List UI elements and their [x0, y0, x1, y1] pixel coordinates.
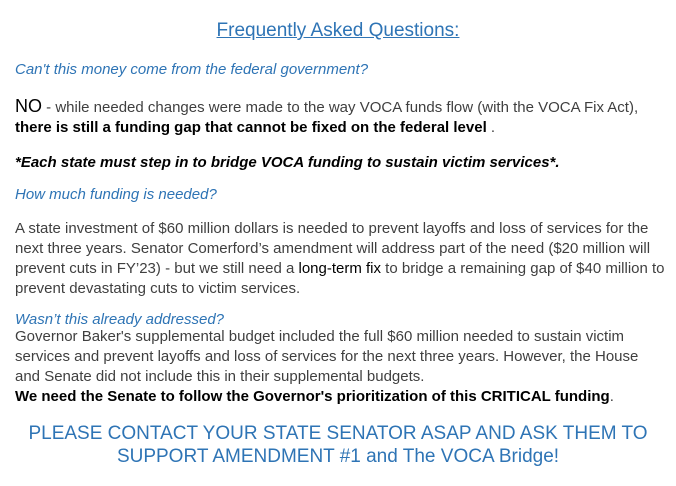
answer-no: NO — [15, 96, 42, 116]
call-to-action-end: ! — [553, 446, 560, 467]
state-emphasis-note: *Each state must step in to bridge VOCA funding to sustain victim services*. — [15, 154, 560, 171]
answer-funding — [15, 219, 665, 299]
answer-addressed-end: . — [609, 388, 614, 405]
page-title: Frequently Asked Questions: — [216, 20, 460, 41]
answer-federal-text: - while needed changes were made to the way VOCA funds flow (with the VOCA Fix Act), — [42, 99, 639, 116]
answer-federal-bold: there is still a funding gap that cannot be fixed on the federal level — [15, 119, 487, 136]
call-to-action-highlight: AMENDMENT #1 and The VOCA Bridge — [212, 446, 554, 467]
call-to-action-text: PLEASE CONTACT YOUR STATE SENATOR ASAP AND ASK THEM TO SUPPORT — [28, 423, 648, 467]
answer-addressed-text: Governor Baker's supplemental budget included the full $60 million needed to sustain victim services and prevent layoffs and loss of services for the next three years. However, the House and Senate did not include this in their supplemental budgets. — [15, 328, 639, 385]
answer-federal — [15, 96, 665, 138]
answer-addressed — [15, 327, 665, 407]
question-funding: How much funding is needed? — [15, 186, 217, 203]
call-to-action — [0, 422, 676, 468]
question-addressed: Wasn’t this already addressed? — [15, 311, 225, 328]
answer-funding-bold: long-term fix — [298, 260, 382, 277]
answer-addressed-bold: We need the Senate to follow the Governor's prioritization of this CRITICAL funding — [15, 388, 610, 405]
answer-funding-end: to bridge a remaining gap of $40 million to prevent devastating cuts to victim services. — [15, 260, 665, 297]
answer-federal-end: . — [486, 119, 496, 136]
answer-funding-text: A state investment of $60 million dollars is needed to prevent layoffs and loss of services for the next three years. Senator Comerford’s amendment will address part of the need ($20 million will prevent cuts in FY’23) - but we still need a — [15, 220, 651, 277]
question-federal: Can't this money come from the federal government? — [15, 61, 369, 78]
